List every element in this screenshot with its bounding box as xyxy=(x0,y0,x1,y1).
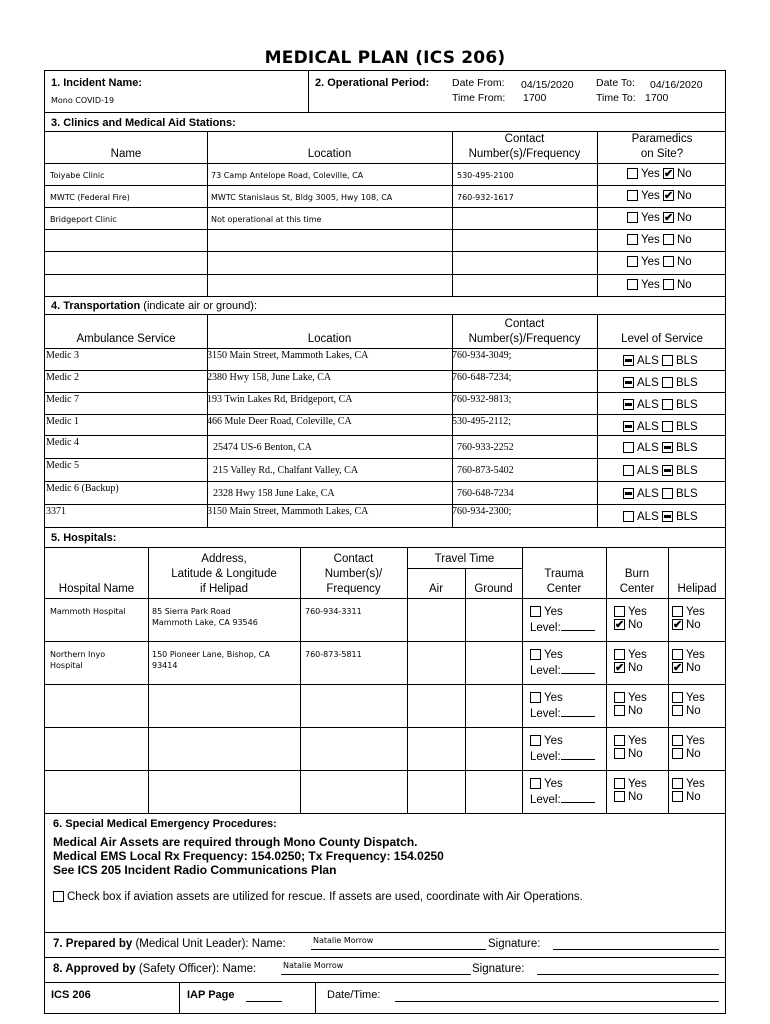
hospital-name[interactable]: Mammoth Hospital xyxy=(50,607,126,616)
als-checkbox[interactable] xyxy=(623,421,634,432)
ambulance-service[interactable]: Medic 7 xyxy=(46,394,80,405)
paramedics-options xyxy=(627,168,692,180)
ambulance-contact[interactable]: 760-932-9813; xyxy=(452,394,512,405)
burn-no-checkbox[interactable] xyxy=(614,748,625,759)
als-checkbox[interactable] xyxy=(623,488,634,499)
hospital-address-cont[interactable]: Mammoth Lake, CA 93546 xyxy=(152,618,258,627)
burn-no-checkbox[interactable] xyxy=(614,619,625,630)
helipad-yes-checkbox[interactable] xyxy=(672,735,683,746)
paramedics-no-checkbox[interactable] xyxy=(663,256,674,267)
als-label: ALS xyxy=(637,465,659,477)
prepared-name-label: Name: xyxy=(251,938,286,950)
transportation-label-paren: (indicate air or ground): xyxy=(140,300,258,312)
ambulance-location[interactable]: 25474 US-6 Benton, CA xyxy=(213,442,312,453)
trauma-level-option xyxy=(530,705,595,720)
paramedics-options xyxy=(627,190,692,202)
clinic-location-header: Location xyxy=(307,148,352,160)
ambulance-contact-header-1: Contact xyxy=(504,318,545,330)
burn-yes-checkbox[interactable] xyxy=(614,778,625,789)
als-label: ALS xyxy=(637,488,659,500)
trauma-level-option xyxy=(530,662,595,677)
als-label: ALS xyxy=(637,355,659,367)
yes-label: Yes xyxy=(686,606,705,618)
prepared-name-value: Natalie Morrow xyxy=(313,936,374,945)
helipad-no-checkbox[interactable] xyxy=(672,619,683,630)
paramedics-yes-checkbox[interactable] xyxy=(627,234,638,245)
bls-checkbox[interactable] xyxy=(662,442,673,453)
trauma-level-line[interactable] xyxy=(561,748,595,760)
helipad-no-option xyxy=(672,662,701,674)
no-label: No xyxy=(686,705,701,717)
paramedics-yes-checkbox[interactable] xyxy=(627,279,638,290)
service-level-options xyxy=(623,465,698,477)
helipad-yes-option xyxy=(672,735,705,747)
clinic-contact[interactable]: 760-932-1617 xyxy=(457,193,514,202)
prepared-name-line[interactable] xyxy=(311,935,486,950)
ambulance-service[interactable]: Medic 2 xyxy=(46,372,80,383)
procedure-line-2: Medical EMS Local Rx Frequency: 154.0250; Tx Frequency: 154.0250 xyxy=(53,849,444,863)
trauma-yes-checkbox[interactable] xyxy=(530,692,541,703)
aviation-checkbox[interactable] xyxy=(53,891,64,902)
paramedics-yes-checkbox[interactable] xyxy=(627,190,638,201)
hospital-address[interactable]: 85 Sierra Park Road xyxy=(152,607,231,616)
bls-checkbox[interactable] xyxy=(662,377,673,388)
ambulance-location-header: Location xyxy=(307,333,352,345)
ground-travel-time[interactable] xyxy=(465,770,522,813)
bls-checkbox[interactable] xyxy=(662,465,673,476)
ground-header: Ground xyxy=(474,583,513,595)
burn-no-option xyxy=(614,705,643,717)
yes-label: Yes xyxy=(628,606,647,618)
burn-header-2: Center xyxy=(619,583,655,595)
yes-label: Yes xyxy=(641,212,660,224)
ground-travel-time[interactable] xyxy=(465,598,522,641)
burn-yes-checkbox[interactable] xyxy=(614,692,625,703)
ambulance-contact-header-2: Number(s)/Frequency xyxy=(468,333,581,345)
form-title: MEDICAL PLAN (ICS 206) xyxy=(264,48,506,68)
trauma-header-2: Center xyxy=(546,583,582,595)
yes-label: Yes xyxy=(641,234,660,246)
trauma-yes-option xyxy=(530,606,563,618)
trauma-yes-option xyxy=(530,649,563,661)
helipad-yes-option xyxy=(672,606,705,618)
address-header-1: Address, xyxy=(201,553,247,565)
clinic-contact[interactable]: 530-495-2100 xyxy=(457,171,514,180)
bls-label: BLS xyxy=(675,511,698,523)
ambulance-service-header: Ambulance Service xyxy=(76,333,176,345)
paramedics-no-checkbox[interactable] xyxy=(663,234,674,245)
ambulance-location[interactable]: 466 Mule Deer Road, Coleville, CA xyxy=(207,416,352,427)
helipad-yes-checkbox[interactable] xyxy=(672,778,683,789)
hospital-address-cont[interactable]: 93414 xyxy=(152,661,178,670)
bls-label: BLS xyxy=(675,442,698,454)
prepared-signature-line[interactable] xyxy=(553,935,719,950)
no-label: No xyxy=(676,212,692,224)
burn-no-checkbox[interactable] xyxy=(614,662,625,673)
air-header: Air xyxy=(428,583,444,595)
no-label: No xyxy=(628,619,643,631)
bls-label: BLS xyxy=(675,355,698,367)
als-label: ALS xyxy=(637,442,659,454)
hospitals-label: 5. Hospitals: xyxy=(51,532,117,544)
level-label: Level: xyxy=(530,622,561,634)
no-label: No xyxy=(676,279,692,291)
ambulance-service[interactable]: Medic 3 xyxy=(46,350,80,361)
burn-no-option xyxy=(614,791,643,803)
no-label: No xyxy=(686,662,701,674)
level-label: Level: xyxy=(530,751,561,763)
transportation-label: 4. Transportation xyxy=(51,300,141,312)
prepared-by-label: 7. Prepared by xyxy=(53,938,133,950)
helipad-yes-option xyxy=(672,778,705,790)
als-checkbox[interactable] xyxy=(623,442,634,453)
footer-datetime-label: Date/Time: xyxy=(327,989,381,1001)
hospital-name[interactable]: Northern Inyo xyxy=(50,650,106,659)
trauma-header-1: Trauma xyxy=(544,568,584,580)
no-label: No xyxy=(628,662,643,674)
hospital-address[interactable]: 150 Pioneer Lane, Bishop, CA xyxy=(152,650,270,659)
hospital-name-cont[interactable]: Hospital xyxy=(50,661,83,670)
ambulance-location[interactable]: 215 Valley Rd., Chalfant Valley, CA xyxy=(213,465,359,476)
footer-datetime-line[interactable] xyxy=(395,987,719,1002)
bls-checkbox[interactable] xyxy=(662,511,673,522)
burn-no-option xyxy=(614,748,643,760)
trauma-level-line[interactable] xyxy=(561,791,595,803)
ambulance-contact[interactable]: 760-648-7234; xyxy=(452,372,512,383)
service-level-options xyxy=(623,355,698,367)
trauma-yes-checkbox[interactable] xyxy=(530,606,541,617)
time-from-label: Time From: xyxy=(452,92,506,104)
ambulance-service[interactable]: 3371 xyxy=(46,506,66,517)
trauma-level-line[interactable] xyxy=(561,619,595,631)
burn-no-checkbox[interactable] xyxy=(614,791,625,802)
ambulance-contact[interactable]: 760-873-5402 xyxy=(457,465,514,476)
address-header-2: Latitude & Longitude xyxy=(171,568,277,580)
level-label: Level: xyxy=(530,794,561,806)
prepared-by-group xyxy=(53,938,286,950)
medical-plan-form xyxy=(44,70,726,1014)
bls-checkbox[interactable] xyxy=(662,488,673,499)
ambulance-location[interactable]: 3150 Main Street, Mammoth Lakes, CA xyxy=(207,506,369,517)
level-of-service-header: Level of Service xyxy=(621,333,703,345)
hospital-contact[interactable]: 760-934-3311 xyxy=(305,607,362,616)
yes-label: Yes xyxy=(544,735,563,747)
helipad-no-option xyxy=(672,748,701,760)
approved-by-group xyxy=(53,963,256,975)
clinic-name[interactable]: Bridgeport Clinic xyxy=(50,215,117,224)
no-label: No xyxy=(686,619,701,631)
ambulance-contact[interactable]: 760-648-7234 xyxy=(457,488,514,499)
clinic-contact-header-1: Contact xyxy=(504,133,545,145)
burn-yes-option xyxy=(614,778,647,790)
paramedics-options xyxy=(627,256,692,268)
special-procedures-label: 6. Special Medical Emergency Procedures: xyxy=(53,818,277,830)
helipad-yes-checkbox[interactable] xyxy=(672,606,683,617)
no-label: No xyxy=(628,705,643,717)
bls-label: BLS xyxy=(675,465,698,477)
burn-no-option xyxy=(614,662,643,674)
bls-checkbox[interactable] xyxy=(662,421,673,432)
hospital-contact[interactable]: 760-873-5811 xyxy=(305,650,362,659)
procedure-line-3: See ICS 205 Incident Radio Communications Plan xyxy=(53,863,337,877)
address-header-3: if Helipad xyxy=(200,583,248,595)
air-travel-time[interactable] xyxy=(407,598,465,641)
air-travel-time[interactable] xyxy=(407,770,465,813)
als-checkbox[interactable] xyxy=(623,355,634,366)
hospital-contact-header-1: Contact xyxy=(333,553,374,565)
paramedics-no-checkbox[interactable] xyxy=(663,212,674,223)
burn-yes-option xyxy=(614,692,647,704)
helipad-no-option xyxy=(672,705,701,717)
aviation-text: Check box if aviation assets are utilized for rescue. If assets are used, coordinate with Air Operations. xyxy=(67,891,583,903)
ambulance-contact[interactable]: 530-495-2112; xyxy=(452,416,512,427)
burn-no-option xyxy=(614,619,643,631)
helipad-header: Helipad xyxy=(677,583,717,595)
date-to-label: Date To: xyxy=(596,77,635,89)
yes-label: Yes xyxy=(628,778,647,790)
approved-signature-line[interactable] xyxy=(537,960,719,975)
yes-label: Yes xyxy=(641,256,660,268)
paramedics-yes-checkbox[interactable] xyxy=(627,212,638,223)
yes-label: Yes xyxy=(628,649,647,661)
level-label: Level: xyxy=(530,665,561,677)
ambulance-contact[interactable]: 760-934-3049; xyxy=(452,350,512,361)
paramedics-options xyxy=(627,212,692,224)
ground-travel-time[interactable] xyxy=(465,727,522,770)
yes-label: Yes xyxy=(641,168,660,180)
yes-label: Yes xyxy=(641,279,660,291)
helipad-no-option xyxy=(672,791,701,803)
service-level-options xyxy=(623,421,698,433)
time-to-label: Time To: xyxy=(596,92,636,104)
incident-name-label: 1. Incident Name: xyxy=(51,77,143,89)
trauma-yes-option xyxy=(530,735,563,747)
paramedics-no-checkbox[interactable] xyxy=(663,168,674,179)
burn-yes-option xyxy=(614,649,647,661)
clinic-contact-header-2: Number(s)/Frequency xyxy=(468,148,581,160)
als-checkbox[interactable] xyxy=(623,399,634,410)
trauma-level-option xyxy=(530,619,595,634)
yes-label: Yes xyxy=(544,606,563,618)
als-label: ALS xyxy=(637,421,659,433)
no-label: No xyxy=(628,791,643,803)
bls-checkbox[interactable] xyxy=(662,399,673,410)
helipad-yes-option xyxy=(672,692,705,704)
clinic-location[interactable]: Not operational at this time xyxy=(211,215,322,224)
yes-label: Yes xyxy=(686,778,705,790)
paramedics-header-1: Paramedics xyxy=(631,133,693,145)
burn-header-1: Burn xyxy=(624,568,650,580)
bls-label: BLS xyxy=(675,399,698,411)
burn-yes-checkbox[interactable] xyxy=(614,649,625,660)
paramedics-header-2: on Site? xyxy=(640,148,684,160)
helipad-yes-checkbox[interactable] xyxy=(672,649,683,660)
helipad-no-checkbox[interactable] xyxy=(672,662,683,673)
helipad-no-option xyxy=(672,619,701,631)
date-to-value[interactable]: 04/16/2020 xyxy=(650,79,703,91)
service-level-options xyxy=(623,399,698,411)
bls-checkbox[interactable] xyxy=(662,355,673,366)
no-label: No xyxy=(686,791,701,803)
no-label: No xyxy=(628,748,643,760)
paramedics-yes-checkbox[interactable] xyxy=(627,256,638,267)
footer-iap-line[interactable] xyxy=(246,987,282,1002)
service-level-options xyxy=(623,377,698,389)
burn-yes-option xyxy=(614,606,647,618)
helipad-no-checkbox[interactable] xyxy=(672,748,683,759)
hospital-name-header: Hospital Name xyxy=(58,583,135,595)
trauma-level-line[interactable] xyxy=(561,705,595,717)
no-label: No xyxy=(676,168,692,180)
aviation-row xyxy=(53,891,583,903)
burn-yes-checkbox[interactable] xyxy=(614,606,625,617)
paramedics-yes-checkbox[interactable] xyxy=(627,168,638,179)
service-level-options xyxy=(623,442,698,454)
yes-label: Yes xyxy=(686,649,705,661)
time-from-value[interactable]: 1700 xyxy=(523,92,547,104)
ambulance-service[interactable]: Medic 4 xyxy=(46,437,80,448)
helipad-no-checkbox[interactable] xyxy=(672,705,683,716)
helipad-yes-checkbox[interactable] xyxy=(672,692,683,703)
footer-form-id: ICS 206 xyxy=(51,989,91,1001)
time-to-value[interactable]: 1700 xyxy=(645,92,669,104)
trauma-yes-option xyxy=(530,692,563,704)
clinic-name[interactable]: MWTC (Federal Fire) xyxy=(50,193,130,202)
date-from-label: Date From: xyxy=(452,77,505,89)
hospital-contact-header-3: Frequency xyxy=(326,583,381,595)
clinic-location[interactable]: MWTC Stanislaus St, Bldg 3005, Hwy 108, CA xyxy=(211,193,393,202)
no-label: No xyxy=(676,234,692,246)
trauma-yes-option xyxy=(530,778,563,790)
ambulance-contact[interactable]: 760-933-2252 xyxy=(457,442,514,453)
approved-signature-label: Signature: xyxy=(472,963,525,975)
burn-yes-checkbox[interactable] xyxy=(614,735,625,746)
ambulance-service[interactable]: Medic 1 xyxy=(46,416,80,427)
no-label: No xyxy=(676,256,692,268)
ambulance-contact[interactable]: 760-934-2300; xyxy=(452,506,512,517)
date-from-value[interactable]: 04/15/2020 xyxy=(521,79,574,91)
yes-label: Yes xyxy=(544,692,563,704)
operational-period-label: 2. Operational Period: xyxy=(315,77,430,89)
als-checkbox[interactable] xyxy=(623,465,634,476)
ambulance-location[interactable]: 193 Twin Lakes Rd, Bridgeport, CA xyxy=(207,394,353,405)
yes-label: Yes xyxy=(641,190,660,202)
paramedics-no-checkbox[interactable] xyxy=(663,279,674,290)
burn-yes-option xyxy=(614,735,647,747)
trauma-level-option xyxy=(530,748,595,763)
helipad-no-checkbox[interactable] xyxy=(672,791,683,802)
yes-label: Yes xyxy=(628,692,647,704)
approved-name-value: Natalie Morrow xyxy=(283,961,344,970)
yes-label: Yes xyxy=(686,692,705,704)
als-checkbox[interactable] xyxy=(623,377,634,388)
approved-name-label: Name: xyxy=(222,963,257,975)
clinic-name-header: Name xyxy=(110,148,142,160)
trauma-level-line[interactable] xyxy=(561,662,595,674)
approved-name-line[interactable] xyxy=(281,960,471,975)
approved-by-role: (Safety Officer): xyxy=(135,963,220,975)
als-label: ALS xyxy=(637,377,659,389)
transportation-label-group xyxy=(51,300,257,312)
ambulance-location[interactable]: 3150 Main Street, Mammoth Lakes, CA xyxy=(207,350,369,361)
als-checkbox[interactable] xyxy=(623,511,634,522)
trauma-level-option xyxy=(530,791,595,806)
yes-label: Yes xyxy=(686,735,705,747)
helipad-yes-option xyxy=(672,649,705,661)
yes-label: Yes xyxy=(544,649,563,661)
ground-travel-time[interactable] xyxy=(465,641,522,684)
air-travel-time[interactable] xyxy=(407,641,465,684)
paramedics-no-checkbox[interactable] xyxy=(663,190,674,201)
bls-label: BLS xyxy=(675,488,698,500)
no-label: No xyxy=(686,748,701,760)
als-label: ALS xyxy=(637,511,659,523)
clinics-label: 3. Clinics and Medical Aid Stations: xyxy=(51,117,236,129)
approved-by-label: 8. Approved by xyxy=(53,963,136,975)
level-label: Level: xyxy=(530,708,561,720)
paramedics-options xyxy=(627,279,692,291)
incident-name-value[interactable]: Mono COVID-19 xyxy=(51,96,115,105)
yes-label: Yes xyxy=(544,778,563,790)
ambulance-service[interactable]: Medic 5 xyxy=(46,460,80,471)
no-label: No xyxy=(676,190,692,202)
ambulance-service[interactable]: Medic 6 (Backup) xyxy=(46,483,119,494)
trauma-yes-checkbox[interactable] xyxy=(530,778,541,789)
ambulance-location[interactable]: 2328 Hwy 158 June Lake, CA xyxy=(213,488,335,499)
burn-no-checkbox[interactable] xyxy=(614,705,625,716)
travel-time-header: Travel Time xyxy=(434,553,495,565)
bls-label: BLS xyxy=(675,377,698,389)
air-travel-time[interactable] xyxy=(407,727,465,770)
paramedics-options xyxy=(627,234,692,246)
ambulance-location[interactable]: 2380 Hwy 158, June Lake, CA xyxy=(207,372,332,383)
prepared-signature-label: Signature: xyxy=(488,938,541,950)
prepared-by-role: (Medical Unit Leader): xyxy=(132,938,249,950)
service-level-options xyxy=(623,488,698,500)
clinic-location[interactable]: 73 Camp Antelope Road, Coleville, CA xyxy=(211,171,364,180)
ground-travel-time[interactable] xyxy=(465,684,522,727)
procedure-line-1: Medical Air Assets are required through Mono County Dispatch. xyxy=(53,835,418,849)
als-label: ALS xyxy=(637,399,659,411)
clinic-name[interactable]: Toiyabe Clinic xyxy=(50,171,105,180)
footer-iap-label: IAP Page xyxy=(187,989,235,1001)
hospital-contact-header-2: Number(s)/ xyxy=(324,568,383,580)
air-travel-time[interactable] xyxy=(407,684,465,727)
service-level-options xyxy=(623,511,698,523)
trauma-yes-checkbox[interactable] xyxy=(530,735,541,746)
bls-label: BLS xyxy=(675,421,698,433)
yes-label: Yes xyxy=(628,735,647,747)
trauma-yes-checkbox[interactable] xyxy=(530,649,541,660)
